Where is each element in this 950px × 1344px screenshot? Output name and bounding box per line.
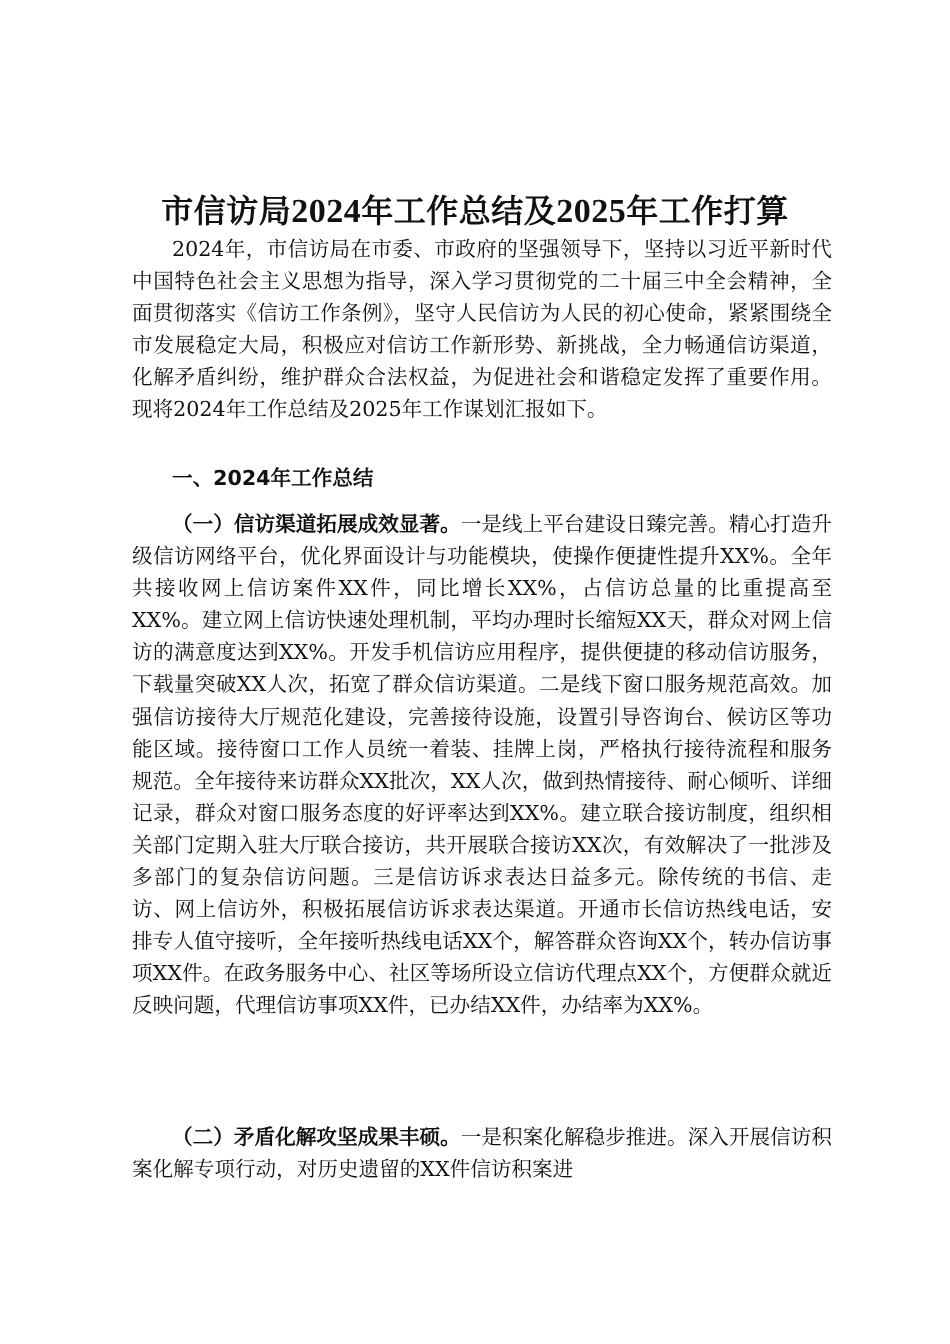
title-part-a: 市信访局 [161, 192, 292, 231]
title-year-2025: 2025 [556, 193, 627, 231]
section-heading: 一、2024年工作总结 [172, 466, 374, 490]
item-2-text: 一是积案化解稳步推进。深入开展信访积案化解专项行动，对历史遗留的XX件信访积案进 [132, 1125, 832, 1182]
intro-paragraph: 2024年，市信访局在市委、市政府的坚强领导下，坚持以习近平新时代中国特色社会主义思想为指导，深入学习贯彻党的二十届三中全会精神，全面贯彻落实《信访工作条例》，坚守人民信访为人民的初心使命，紧紧围绕全市发展稳定大局，积极应对信访工作新形势、新挑战，全力畅通信访渠道，化解矛盾纠纷，维护群众合法权益，为促进社会和谐稳定发挥了重要作用。现将2024年工作总结及2025年工作谋划汇报如下。 [132, 237, 832, 422]
title-part-c: 年工作总结及 [361, 192, 557, 231]
item-1-text: 一是线上平台建设日臻完善。精心打造升级信访网络平台，优化界面设计与功能模块，使操作便捷性提升XX%。全年共接收网上信访案件XX件，同比增长XX%，占信访总量的比重提高至XX%。建立网上信访快速处理机制，平均办理时长缩短XX天，群众对网上信访的满意度达到XX%。开发手机信访应用程序，提供便捷的移动信访服务，下载量突破XX人次，拓宽了群众信访渠道。二是线下窗口服务规范高效。加强信访接待大厅规范化建设，完善接待设施，设置引导咨询台、候访区等功能区域。接待窗口工作人员统一着装、挂牌上岗，严格执行接待流程和服务规范。全年接待来访群众XX批次，XX人次，做到热情接待、耐心倾听、详细记录，群众对窗口服务态度的好评率达到XX%。建立联合接访制度，组织相关部门定期入驻大厅联合接访，共开展联合接访XX次，有效解决了一批涉及多部门的复杂信访问题。三是信访诉求表达日益多元。除传统的书信、走访、网上信访外，积极拓展信访诉求表达渠道。开通市长信访热线电话，安排专人值守接听，全年接听热线电话XX个，解答群众咨询XX个，转办信访事项XX件。在政务服务中心、社区等场所设立信访代理点XX个，方便群众就近反映问题，代理信访事项XX件，已办结XX件，办结率为XX%。 [132, 512, 832, 1018]
item-2-paragraph [132, 1121, 832, 1185]
item-2-block [132, 1121, 832, 1185]
item-2-lead: （二）矛盾化解攻坚成果丰硕。 [172, 1125, 461, 1149]
item-1-block [132, 508, 832, 1022]
section-1-block [132, 462, 832, 494]
title-part-e: 年工作打算 [626, 192, 789, 231]
item-1-paragraph [132, 508, 832, 1022]
intro-block [132, 233, 832, 426]
document-title [100, 189, 850, 234]
title-year-2024: 2024 [291, 193, 362, 231]
item-1-lead: （一）信访渠道拓展成效显著。 [172, 512, 461, 536]
